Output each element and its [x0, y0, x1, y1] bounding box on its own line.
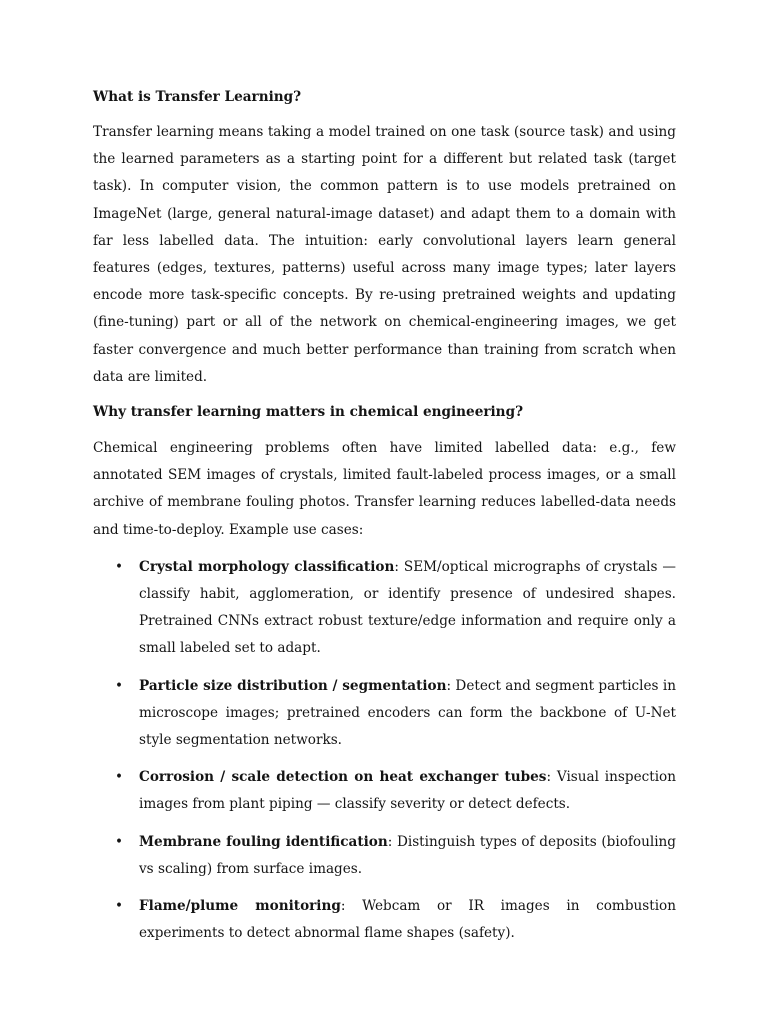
paragraph-chemical-engineering-context: Chemical engineering problems often have limited labelled data: e.g., few annotated SEM images of crystals, limited fault-labeled process images, or a small archive of membrane fouling photos. Transfer learning reduces labelled-data needs and time-to-deploy. Example use cases: — [93, 440, 676, 538]
list-item-description: : SEM/optical micrographs of crystals — classify habit, agglomeration, or identify presence of undesired shapes. Pretrained CNNs extract robust texture/edge information and require only a small labeled set to adapt. — [139, 558, 676, 657]
list-item — [93, 829, 676, 883]
paragraph-transfer-learning-definition: Transfer learning means taking a model trained on one task (source task) and using the learned parameters as a starting point for a different but related task (target task). In computer vision, the common pattern is to use models pretrained on ImageNet (large, general natural-image dataset) and adapt them to a domain with far less labelled data. The intuition: early convolutional layers learn general features (edges, textures, patterns) useful across many image types; later layers encode more task-specific concepts. By re-using pretrained weights and updating (fine-tuning) part or all of the network on chemical-engineering images, we get faster convergence and much better performance than training from scratch when data are limited. — [93, 124, 676, 385]
list-item — [93, 893, 676, 947]
use-case-list — [93, 554, 676, 948]
bullet-icon: • — [115, 558, 124, 575]
list-item — [93, 554, 676, 663]
heading-why-transfer-learning-matters: Why transfer learning matters in chemical engineering? — [93, 404, 524, 421]
list-item-description: : Visual inspection images from plant piping — classify severity or detect defects. — [139, 769, 676, 813]
list-item-term: Crystal morphology classification — [139, 558, 395, 575]
bullet-icon: • — [115, 769, 124, 786]
list-item — [93, 764, 676, 818]
list-item-term: Particle size distribution / segmentation — [139, 677, 447, 694]
list-item-description: : Distinguish types of deposits (biofouling vs scaling) from surface images. — [139, 833, 676, 877]
bullet-icon: • — [115, 833, 124, 850]
heading-what-is-transfer-learning: What is Transfer Learning? — [93, 89, 302, 105]
bullet-icon: • — [115, 677, 124, 694]
bullet-icon: • — [115, 898, 124, 915]
document-page — [93, 84, 676, 957]
list-item-term: Corrosion / scale detection on heat exchanger tubes — [139, 769, 547, 786]
list-item-description: : Webcam or IR images in combustion experiments to detect abnormal flame shapes (safety). — [139, 898, 676, 942]
list-item-term: Membrane fouling identification — [139, 833, 388, 850]
list-item-term: Flame/plume monitoring — [139, 898, 341, 915]
list-item-description: : Detect and segment particles in microscope images; pretrained encoders can form the backbone of U-Net style segmentation networks. — [139, 677, 676, 749]
list-item — [93, 673, 676, 755]
